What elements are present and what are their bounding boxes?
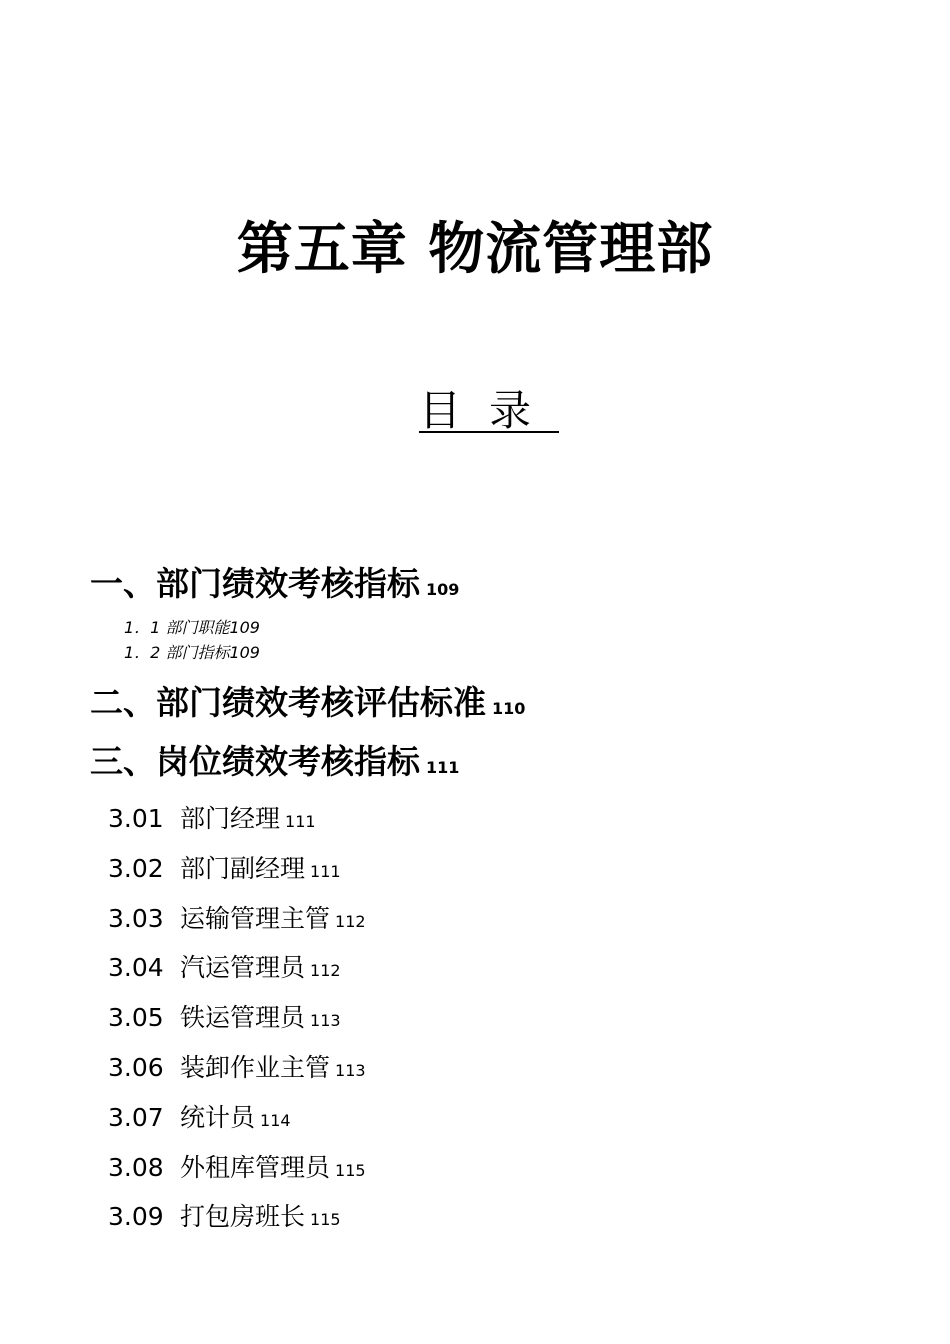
toc-position-title: 外租库管理员 (180, 1153, 331, 1182)
toc-page-number: 111 (285, 812, 316, 831)
toc-position-title: 铁运管理员 (180, 1003, 306, 1032)
toc-subsection-1-2[interactable]: 1．2 部门指标109 (124, 643, 260, 662)
toc-position-title: 部门经理 (180, 804, 281, 833)
toc-section-title: 三、岗位绩效考核指标 (90, 742, 420, 781)
toc-position-title: 运输管理主管 (180, 904, 331, 933)
toc-position-number: 3.05 (108, 1003, 164, 1032)
toc-page-number: 113 (335, 1061, 366, 1080)
toc-position-number: 3.04 (108, 953, 164, 982)
toc-position-title: 统计员 (180, 1103, 256, 1132)
toc-page-number: 114 (260, 1111, 291, 1130)
toc-page-number: 110 (492, 699, 526, 718)
toc-page-number: 115 (310, 1210, 341, 1229)
toc-page-number: 111 (426, 758, 460, 777)
toc-position-3-07[interactable] (108, 1101, 291, 1138)
toc-position-3-02[interactable] (108, 852, 341, 889)
toc-page-number: 115 (335, 1161, 366, 1180)
chapter-title: 第五章 物流管理部 (236, 217, 714, 282)
toc-position-number: 3.03 (108, 904, 164, 933)
toc-position-3-01[interactable] (108, 802, 316, 839)
toc-position-title: 装卸作业主管 (180, 1053, 331, 1082)
toc-subsection-1-1[interactable]: 1．1 部门职能109 (124, 618, 260, 637)
toc-position-3-05[interactable] (108, 1001, 341, 1038)
toc-heading (0, 385, 950, 437)
toc-section-2[interactable] (90, 681, 525, 731)
toc-position-number: 3.06 (108, 1053, 164, 1082)
toc-section-3[interactable] (90, 740, 459, 790)
toc-position-title: 打包房班长 (180, 1202, 306, 1231)
toc-section-title: 一、部门绩效考核指标 (90, 564, 420, 603)
toc-position-title: 部门副经理 (180, 854, 306, 883)
toc-position-number: 3.07 (108, 1103, 164, 1132)
toc-position-3-03[interactable] (108, 902, 366, 939)
toc-section-1[interactable] (90, 562, 459, 612)
toc-page-number: 112 (310, 961, 341, 980)
toc-position-number: 3.02 (108, 854, 164, 883)
toc-position-3-09[interactable] (108, 1200, 341, 1237)
toc-position-title: 汽运管理员 (180, 953, 306, 982)
toc-position-3-06[interactable] (108, 1051, 366, 1088)
toc-position-number: 3.09 (108, 1202, 164, 1231)
toc-position-3-08[interactable] (108, 1151, 366, 1188)
toc-section-title: 二、部门绩效考核评估标准 (90, 683, 486, 722)
toc-page-number: 112 (335, 912, 366, 931)
toc-heading-text: 目录 (418, 386, 559, 435)
toc-position-number: 3.01 (108, 804, 164, 833)
toc-position-number: 3.08 (108, 1153, 164, 1182)
toc-page-number: 111 (310, 862, 341, 881)
toc-page-number: 113 (310, 1011, 341, 1030)
toc-page-number: 109 (426, 580, 460, 599)
toc-position-3-04[interactable] (108, 951, 341, 988)
